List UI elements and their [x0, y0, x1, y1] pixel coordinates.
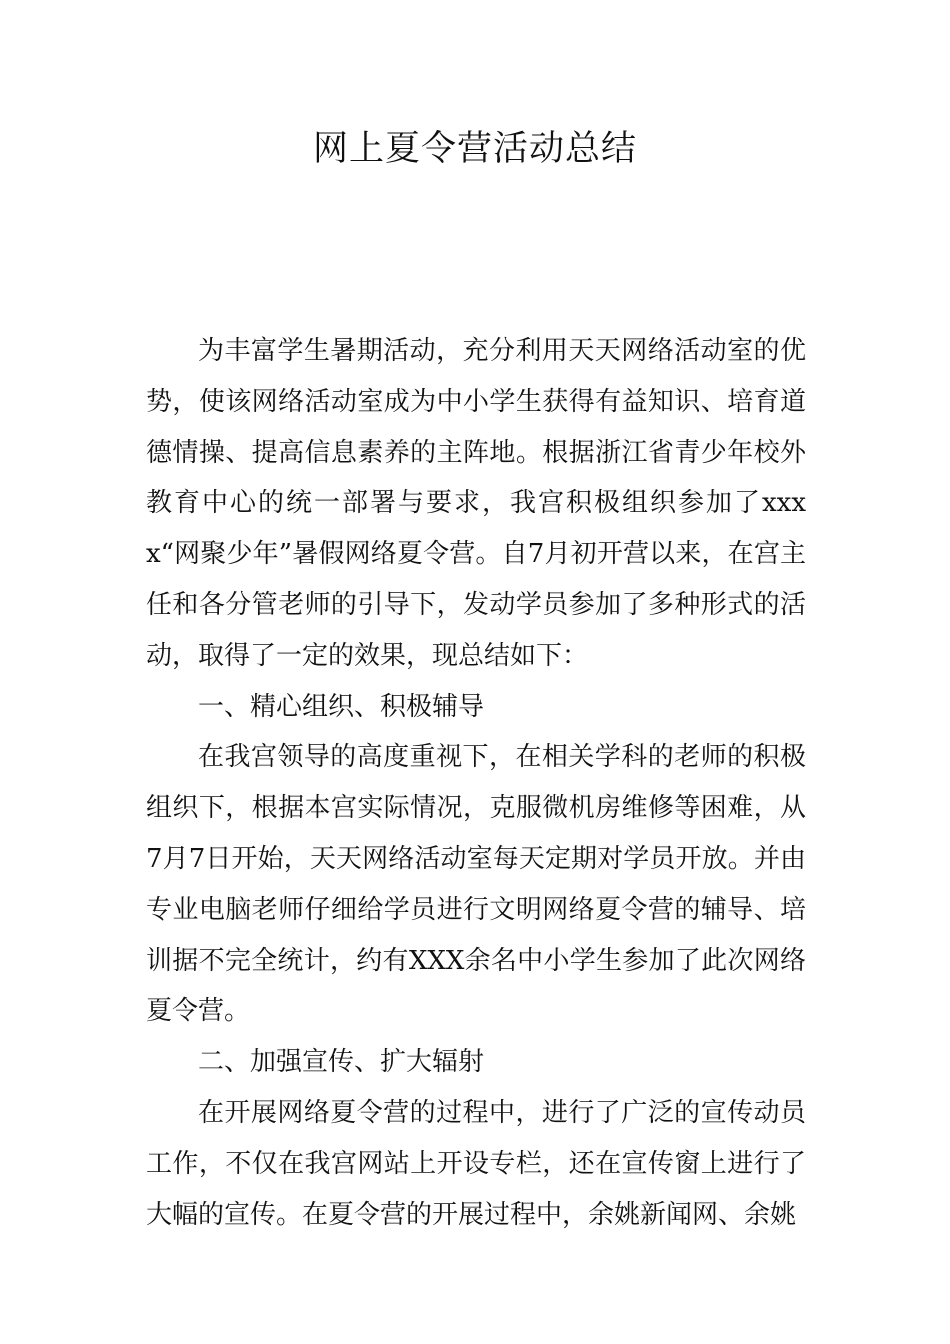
document-body [146, 326, 806, 1240]
intro-paragraph: 为丰富学生暑期活动，充分利用天天网络活动室的优势，使该网络活动室成为中小学生获得有益知识、培育道德情操、提高信息素养的主阵地。根据浙江省青少年校外教育中心的统一部署与要求，我宫积极组织参加了xxxx“网聚少年”暑假网络夏令营。自7月初开营以来，在宫主任和各分管老师的引导下，发动学员参加了多种形式的活动，取得了一定的效果，现总结如下： [146, 336, 806, 671]
section-1-paragraph: 在我宫领导的高度重视下，在相关学科的老师的积极组织下，根据本宫实际情况，克服微机房维修等困难，从7月7日开始，天天网络活动室每天定期对学员开放。并由专业电脑老师仔细给学员进行文明网络夏令营的辅导、培训据不完全统计，约有XXX余名中小学生参加了此次网络夏令营。 [146, 742, 806, 1027]
section-2-paragraph: 在开展网络夏令营的过程中，进行了广泛的宣传动员工作，不仅在我宫网站上开设专栏，还在宣传窗上进行了大幅的宣传。在夏令营的开展过程中，余姚新闻网、余姚 [146, 1097, 806, 1230]
document-title: 网上夏令营活动总结 [312, 129, 637, 169]
section-heading-1: 一、精心组织、积极辅导 [198, 691, 485, 722]
section-heading-2: 二、加强宣传、扩大辐射 [198, 1047, 485, 1078]
